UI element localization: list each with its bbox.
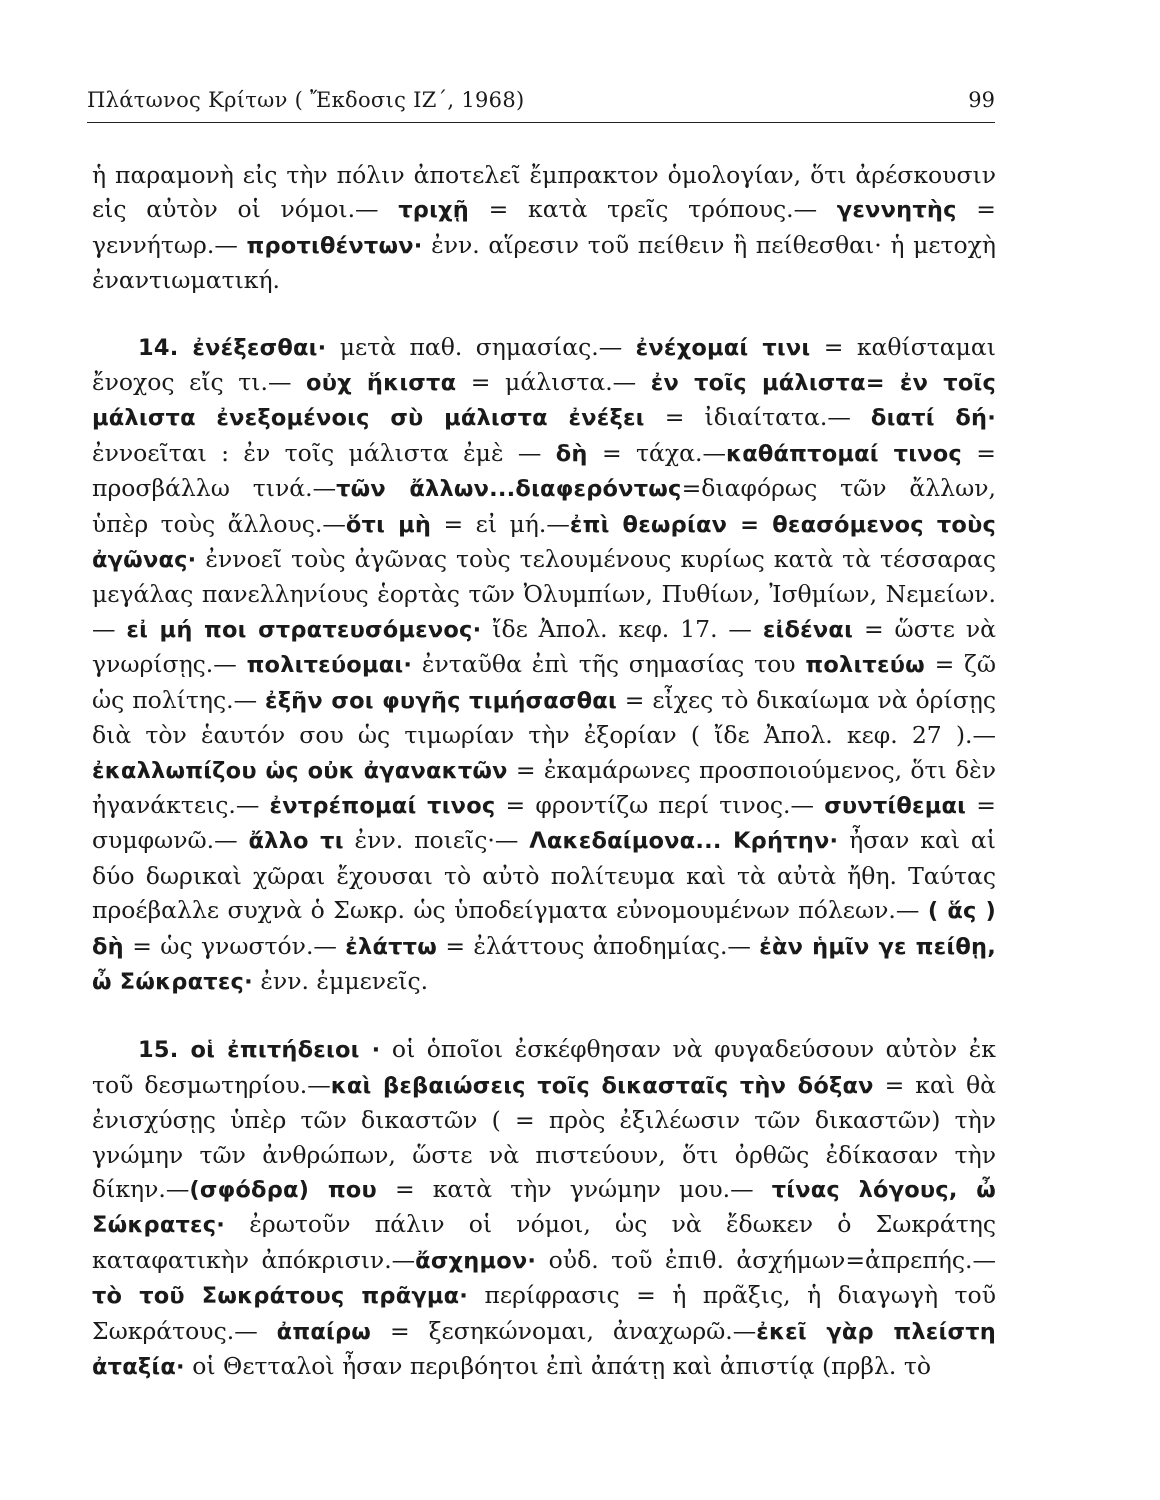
gloss-text: = συμφωνῶ.— — [92, 790, 996, 855]
lemma-term: εἰ μή ποι στρατευσόμενος· — [126, 616, 482, 643]
gloss-text: ἐρωτοῦν πάλιν οἱ νόμοι, ὡς νὰ ἔδωκεν ὁ Σωκράτης καταφατικὴν ἀπόκρισιν.— — [92, 1210, 996, 1274]
lemma-term: ἐκεῖ γὰρ πλείστη ἀταξία· — [92, 1318, 996, 1380]
lemma-term: πολιτεύομαι· — [246, 652, 413, 679]
gloss-text: = ξεσηκώνομαι, ἀναχωρῶ.— — [371, 1316, 757, 1345]
lemma-term: ἐξῆν σοι φυγῆς τιμήσασθαι — [264, 687, 617, 714]
gloss-text: = ζῶ ὡς πολίτης.— — [92, 650, 996, 714]
gloss-text: ἴδε Ἀπολ. κεφ. 17. — — [481, 614, 763, 643]
lemma-term: 15. οἱ ἐπιτήδειοι · — [138, 1037, 381, 1064]
gloss-text: ἦσαν καὶ αἱ δύο δωρικαὶ χῶραι ἔχουσαι τὸ αὐτὸ πολίτευμα καὶ τὰ αὐτὰ ἤθη. Ταύτας προέβαλλε συχνὰ ὁ Σωκρ. ὡς ὑποδείγματα εὐνομουμένων πόλεων.— — [92, 826, 996, 925]
gloss-text: = καθίσταμαι ἔνοχος εἴς τι.— — [92, 332, 997, 397]
gloss-text: ἐνν. ποιεῖς·— — [343, 826, 530, 855]
gloss-text: ἐννοεῖται : ἐν τοῖς μάλιστα ἐμὲ — — [92, 438, 556, 467]
body-text — [92, 158, 996, 1384]
gloss-text: = φροντίζω περί τινος.— — [495, 790, 825, 819]
lemma-term: ἐν τοῖς μάλιστα= ἐν τοῖς μάλιστα ἐνεξομένοις σὺ μάλιστα ἐνέξει — [92, 370, 997, 432]
lemma-term: δὴ — [555, 440, 588, 467]
lemma-term: πολιτεύω — [805, 652, 925, 679]
lemma-term: συντίθεμαι — [824, 792, 967, 819]
gloss-text: = ἐλάττους ἀποδημίας.— — [437, 931, 760, 960]
lemma-term: ἐλάττω — [345, 933, 437, 960]
lemma-term: τίνας λόγους, ὦ Σώκρατες· — [92, 1176, 996, 1239]
lemma-term: ἐνέχομαί τινι — [635, 334, 811, 361]
gloss-text: ἐνν. ἐμμενεῖς. — [252, 966, 429, 995]
gloss-text: περίφρασις = ἡ πρᾶξις, ἡ διαγωγὴ τοῦ Σωκράτους.— — [92, 1281, 996, 1345]
lemma-term: ( ἅς ) δὴ — [92, 898, 997, 960]
lemma-term: ἄσχημον· — [415, 1247, 537, 1274]
gloss-text: οἱ ὁποῖοι ἐσκέφθησαν νὰ φυγαδεύσουν αὐτὸν ἐκ τοῦ δεσμωτηρίου.— — [92, 1035, 996, 1099]
lemma-term: ἐὰν ἡμῖν γε πείθῃ, ὦ Σώκρατες· — [92, 933, 996, 995]
lemma-term: ἐντρέπομαί τινος — [269, 792, 496, 819]
gloss-text: =διαφόρως τῶν ἄλλων, ὑπὲρ τοὺς ἄλλους.— — [92, 474, 996, 538]
running-title: Πλάτωνος Κρίτων ( Ἔκδοσις ΙΖ΄, 1968) — [87, 88, 525, 112]
gloss-text: = ἐκαμάρωνες προσποιούμενος, ὅτι δὲν ἠγανάκτεις.— — [92, 755, 997, 819]
paragraph-text — [92, 1032, 996, 1384]
gloss-text: οἱ Θετταλοὶ ἦσαν περιβόητοι ἐπὶ ἀπάτῃ καὶ ἀπιστίᾳ (πρβλ. τὸ — [184, 1352, 931, 1380]
paragraph-commentary-14 — [92, 330, 996, 1000]
lemma-term: 14. ἐνέξεσθαι· — [138, 334, 327, 361]
lemma-term: προτιθέντων· — [246, 232, 423, 259]
gloss-text: = γεννήτωρ.— — [92, 195, 996, 259]
lemma-term: τῶν ἄλλων...διαφερόντως — [336, 476, 682, 503]
gloss-text: οὐδ. τοῦ ἐπιθ. ἀσχήμων=ἀπρεπής.— — [536, 1245, 996, 1274]
gloss-text: ἡ παραμονὴ εἰς τὴν πόλιν ἀποτελεῖ ἔμπρακτον ὁμολογίαν, ὅτι ἀρέσκουσιν εἰς αὐτὸν οἱ νόμοι.— — [92, 161, 996, 224]
lemma-term: ἄλλο τι — [248, 828, 344, 855]
lemma-term: τὸ τοῦ Σωκράτους πρᾶγμα· — [92, 1283, 469, 1310]
lemma-term: ἐκαλλωπίζου ὡς οὐκ ἀγανακτῶν — [92, 757, 508, 784]
lemma-term: καὶ βεβαιώσεις τοῖς δικασταῖς τὴν δόξαν — [330, 1072, 874, 1099]
gloss-text: = τάχα.— — [587, 438, 727, 467]
lemma-term: ὅτι μὴ — [345, 511, 432, 538]
gloss-text: = εἰ μή.— — [431, 509, 570, 538]
lemma-term: ἐπὶ θεωρίαν = θεασόμενος τοὺς ἀγῶνας· — [92, 511, 997, 574]
lemma-term: γεννητὴς — [836, 197, 957, 224]
lemma-term: καθάπτομαί τινος — [726, 440, 962, 467]
gloss-text: = προσβάλλω τινά.— — [92, 438, 996, 503]
paragraph-text — [92, 330, 996, 1000]
gloss-text: μετὰ παθ. σημασίας.— — [326, 332, 636, 361]
gloss-text: = ὡς γνωστόν.— — [123, 931, 346, 960]
gloss-text: = μάλιστα.— — [456, 368, 651, 397]
lemma-term: Λακεδαίμονα... Κρήτην· — [529, 828, 839, 855]
paragraph-text — [92, 158, 996, 298]
lemma-term: οὐχ ἥκιστα — [306, 370, 457, 397]
page-number: 99 — [968, 88, 995, 112]
lemma-term: (σφόδρα) που — [189, 1176, 377, 1203]
gloss-text: = εἶχες τὸ δικαίωμα νὰ ὁρίσῃς διὰ τὸν ἑαυτόν σου ὡς τιμωρίαν τὴν ἐξορίαν ( ἴδε Ἀπολ. κεφ. 27 ).— — [92, 685, 996, 750]
paragraph-commentary-15 — [92, 1032, 996, 1384]
lemma-term: διατί δή· — [870, 405, 996, 432]
gloss-text: = κατὰ τὴν γνώμην μου.— — [376, 1174, 772, 1203]
lemma-term: τριχῇ — [398, 197, 469, 224]
lemma-term: ἀπαίρω — [276, 1318, 372, 1345]
gloss-text: ἐνταῦθα ἐπὶ τῆς σημασίας του — [412, 650, 806, 679]
gloss-text: ἐνν. αἵρεσιν τοῦ πείθειν ἢ πείθεσθαι· ἡ μετοχὴ ἐναντιωματική. — [92, 230, 997, 295]
running-header — [87, 88, 995, 123]
gloss-text: = καὶ θὰ ἐνισχύσῃς ὑπὲρ τῶν δικαστῶν ( = πρὸς ἐξιλέωσιν τῶν δικαστῶν) τὴν γνώμην τῶν ἀνθρώπων, ὥστε νὰ πιστεύουν, ὅτι ὀρθῶς ἐδίκασαν τὴν δίκην.— — [92, 1070, 997, 1203]
paragraph-commentary-13 — [92, 158, 996, 298]
gloss-text: ἐννοεῖ τοὺς ἀγῶνας τοὺς τελουμένους κυρίως κατὰ τὰ τέσσαρας μεγάλας πανελληνίους ἑορτὰς τῶν Ὀλυμπίων, Πυθίων, Ἰσθμίων, Νεμείων. — — [92, 545, 996, 643]
gloss-text: = ἰδιαίτατα.— — [644, 403, 871, 432]
lemma-term: εἰδέναι — [762, 616, 854, 643]
gloss-text: = ὥστε νὰ γνωρίσῃς.— — [92, 614, 996, 679]
gloss-text: = κατὰ τρεῖς τρόπους.— — [468, 195, 837, 224]
